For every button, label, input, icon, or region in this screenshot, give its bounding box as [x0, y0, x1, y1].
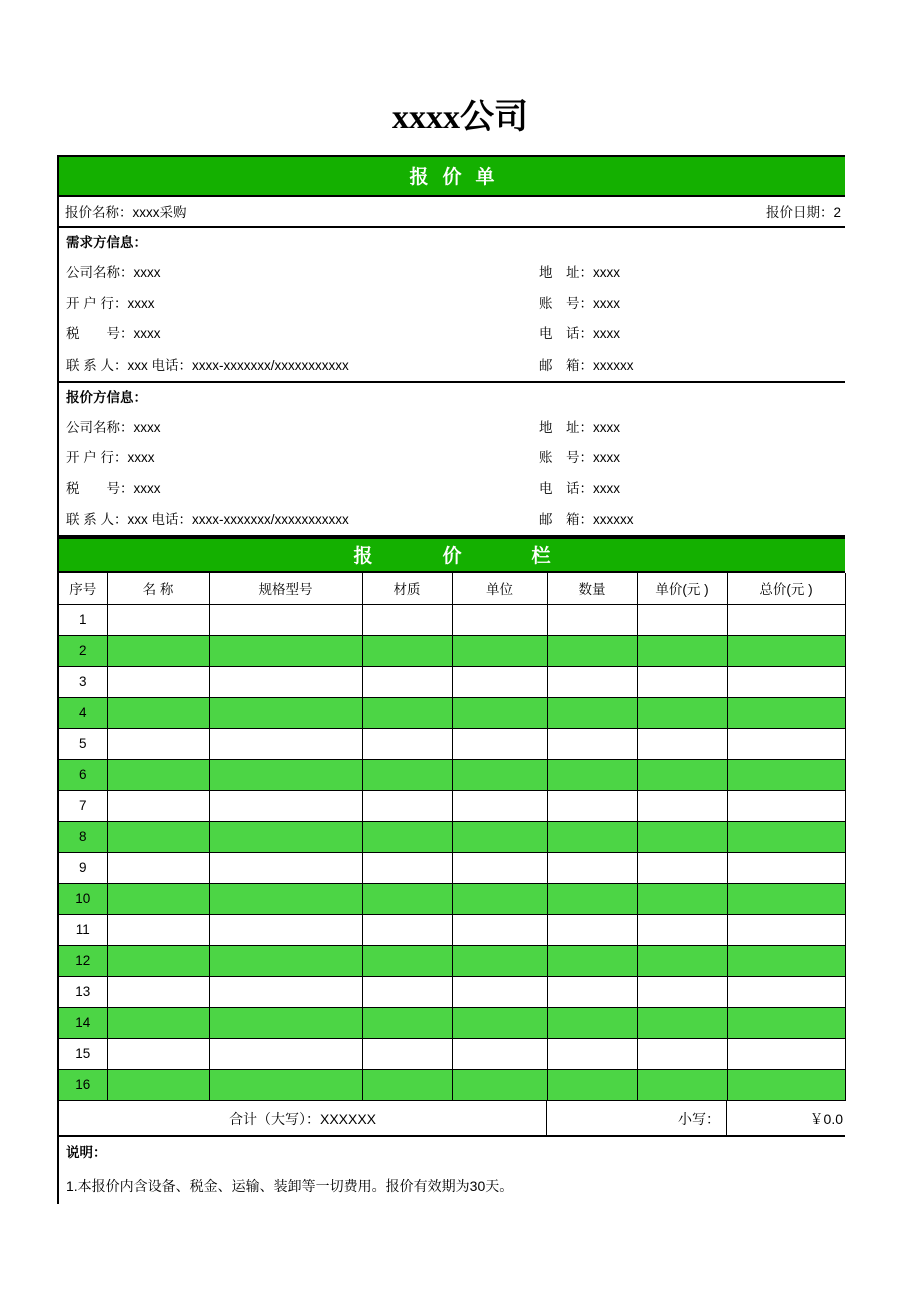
quote-meta-row: [59, 197, 845, 228]
cell-name[interactable]: [107, 635, 209, 666]
table-row: [59, 666, 845, 697]
column-header-unit-price: 单价(元 ): [637, 573, 727, 604]
table-row: [59, 945, 845, 976]
cell-name[interactable]: [107, 852, 209, 883]
cell-material[interactable]: [362, 883, 452, 914]
cell-total[interactable]: [727, 883, 845, 914]
table-row: [59, 697, 845, 728]
cell-total[interactable]: [727, 914, 845, 945]
table-row: [59, 728, 845, 759]
cell-spec[interactable]: [209, 728, 362, 759]
buyer-contact-person: 联 系 人：xxx 电话：xxxx-xxxxxxx/xxxxxxxxxxx: [66, 357, 349, 373]
buyer-email: 邮 箱：xxxxxx: [539, 357, 634, 373]
cell-index: 4: [59, 697, 107, 728]
cell-spec[interactable]: [209, 852, 362, 883]
cell-material[interactable]: [362, 821, 452, 852]
cell-name[interactable]: [107, 914, 209, 945]
cell-spec[interactable]: [209, 790, 362, 821]
cell-unit-price[interactable]: [637, 883, 727, 914]
buyer-tax-number: 税 号：xxxx: [66, 326, 161, 341]
cell-total[interactable]: [727, 604, 845, 635]
supplier-info-block: [59, 383, 845, 538]
cell-total[interactable]: [727, 1007, 845, 1038]
cell-index: 3: [59, 666, 107, 697]
cell-total[interactable]: [727, 759, 845, 790]
cell-unit-price[interactable]: [637, 945, 727, 976]
cell-unit-price[interactable]: [637, 790, 727, 821]
column-header-unit: 单位: [452, 573, 547, 604]
total-in-figures-label: 小写：: [547, 1101, 727, 1135]
table-row: [59, 976, 845, 1007]
cell-unit[interactable]: [452, 852, 547, 883]
cell-total[interactable]: [727, 1069, 845, 1100]
supplier-company-name: 公司名称：xxxx: [66, 419, 161, 435]
column-header-index: 序号: [59, 573, 107, 604]
cell-name[interactable]: [107, 945, 209, 976]
cell-spec[interactable]: [209, 821, 362, 852]
cell-total[interactable]: [727, 666, 845, 697]
cell-total[interactable]: [727, 976, 845, 1007]
supplier-phone: 电 话：xxxx: [539, 480, 620, 496]
cell-unit-price[interactable]: [637, 852, 727, 883]
cell-material[interactable]: [362, 852, 452, 883]
supplier-bank-line: [59, 443, 845, 474]
cell-quantity[interactable]: [547, 604, 637, 635]
supplier-bank-name: 开 户 行：xxxx: [66, 450, 155, 465]
table-row: [59, 1069, 845, 1100]
cell-unit-price[interactable]: [637, 759, 727, 790]
cell-index: 12: [59, 945, 107, 976]
buyer-company-name: 公司名称：xxxx: [66, 265, 161, 280]
cell-unit[interactable]: [452, 666, 547, 697]
cell-quantity[interactable]: [547, 883, 637, 914]
table-row: [59, 852, 845, 883]
cell-index: 9: [59, 852, 107, 883]
company-title: xxxx公司: [392, 99, 528, 136]
cell-unit[interactable]: [452, 914, 547, 945]
cell-unit[interactable]: [452, 790, 547, 821]
buyer-phone: 电 话：xxxx: [539, 326, 620, 341]
cell-spec[interactable]: [209, 914, 362, 945]
cell-unit-price[interactable]: [637, 821, 727, 852]
cell-material[interactable]: [362, 1038, 452, 1069]
cell-spec[interactable]: [209, 976, 362, 1007]
cell-name[interactable]: [107, 821, 209, 852]
cell-quantity[interactable]: [547, 852, 637, 883]
cell-spec[interactable]: [209, 945, 362, 976]
cell-name[interactable]: [107, 666, 209, 697]
cell-total[interactable]: [727, 728, 845, 759]
total-in-words: 合计（大写）：XXXXXX: [59, 1101, 547, 1135]
cell-unit-price[interactable]: [637, 604, 727, 635]
cell-quantity[interactable]: [547, 914, 637, 945]
cell-total[interactable]: [727, 945, 845, 976]
quotation-banner: 报价单: [59, 155, 845, 197]
cell-name[interactable]: [107, 697, 209, 728]
supplier-address: 地 址：xxxx: [539, 419, 620, 435]
cell-name[interactable]: [107, 790, 209, 821]
column-header-quantity: 数量: [547, 573, 637, 604]
cell-spec[interactable]: [209, 697, 362, 728]
cell-material[interactable]: [362, 604, 452, 635]
table-row: [59, 790, 845, 821]
cell-quantity[interactable]: [547, 1069, 637, 1100]
cell-index: 14: [59, 1007, 107, 1038]
cell-name[interactable]: [107, 728, 209, 759]
cell-unit[interactable]: [452, 945, 547, 976]
cell-quantity[interactable]: [547, 697, 637, 728]
cell-unit[interactable]: [452, 604, 547, 635]
items-table: [59, 573, 846, 1101]
cell-unit-price[interactable]: [637, 666, 727, 697]
cell-name[interactable]: [107, 976, 209, 1007]
quote-date-text: 报价日期：2: [765, 205, 841, 220]
cell-material[interactable]: [362, 728, 452, 759]
cell-quantity[interactable]: [547, 666, 637, 697]
cell-unit-price[interactable]: [637, 976, 727, 1007]
cell-total[interactable]: [727, 635, 845, 666]
cell-unit[interactable]: [452, 976, 547, 1007]
cell-material[interactable]: [362, 945, 452, 976]
quotation-sheet: [57, 155, 845, 1204]
cell-spec[interactable]: [209, 759, 362, 790]
cell-index: 7: [59, 790, 107, 821]
quote-name-text: 报价名称：xxxx采购: [65, 205, 187, 220]
cell-unit[interactable]: [452, 1069, 547, 1100]
cell-unit[interactable]: [452, 883, 547, 914]
cell-spec[interactable]: [209, 635, 362, 666]
cell-name[interactable]: [107, 1007, 209, 1038]
cell-unit-price[interactable]: [637, 728, 727, 759]
cell-index: 16: [59, 1069, 107, 1100]
cell-material[interactable]: [362, 1069, 452, 1100]
cell-unit[interactable]: [452, 1007, 547, 1038]
cell-total[interactable]: [727, 821, 845, 852]
buyer-address: 地 址：xxxx: [539, 265, 620, 280]
cell-material[interactable]: [362, 976, 452, 1007]
cell-name[interactable]: [107, 1069, 209, 1100]
cell-name[interactable]: [107, 1038, 209, 1069]
column-header-material: 材质: [362, 573, 452, 604]
table-row: [59, 759, 845, 790]
table-row: [59, 883, 845, 914]
supplier-section-title: 报价方信息：: [66, 389, 147, 405]
supplier-contact-person: 联 系 人：xxx 电话：xxxx-xxxxxxx/xxxxxxxxxxx: [66, 512, 349, 527]
cell-material[interactable]: [362, 697, 452, 728]
cell-quantity[interactable]: [547, 728, 637, 759]
cell-quantity[interactable]: [547, 1038, 637, 1069]
cell-unit[interactable]: [452, 821, 547, 852]
cell-quantity[interactable]: [547, 1007, 637, 1038]
column-header-total: 总价(元 ): [727, 573, 845, 604]
buyer-account-number: 账 号：xxxx: [539, 295, 620, 311]
buyer-section-title: 需求方信息：: [66, 235, 147, 250]
cell-unit-price[interactable]: [637, 914, 727, 945]
cell-index: 15: [59, 1038, 107, 1069]
cell-index: 2: [59, 635, 107, 666]
cell-index: 11: [59, 914, 107, 945]
cell-material[interactable]: [362, 666, 452, 697]
cell-material[interactable]: [362, 635, 452, 666]
column-header-name: 名 称: [107, 573, 209, 604]
supplier-tax-number: 税 号：xxxx: [66, 480, 161, 496]
items-table-header-row: [59, 573, 845, 604]
cell-name[interactable]: [107, 759, 209, 790]
notes-title: 说明：: [66, 1144, 107, 1160]
cell-spec[interactable]: [209, 666, 362, 697]
cell-unit-price[interactable]: [637, 1038, 727, 1069]
note-item-1: 1.本报价内含设备、税金、运输、装卸等一切费用。报价有效期为30天。: [66, 1177, 514, 1194]
cell-unit[interactable]: [452, 1038, 547, 1069]
cell-material[interactable]: [362, 759, 452, 790]
cell-quantity[interactable]: [547, 945, 637, 976]
buyer-bank-name: 开 户 行：xxxx: [66, 295, 155, 311]
cell-spec[interactable]: [209, 1038, 362, 1069]
cell-quantity[interactable]: [547, 821, 637, 852]
cell-unit[interactable]: [452, 728, 547, 759]
cell-quantity[interactable]: [547, 976, 637, 1007]
cell-quantity[interactable]: [547, 790, 637, 821]
table-row: [59, 604, 845, 635]
cell-material[interactable]: [362, 914, 452, 945]
cell-total[interactable]: [727, 697, 845, 728]
buyer-info-block: [59, 228, 845, 383]
cell-material[interactable]: [362, 790, 452, 821]
supplier-contact-line: [59, 504, 845, 535]
table-row: [59, 821, 845, 852]
items-banner: 报价栏: [59, 537, 845, 573]
cell-unit[interactable]: [452, 697, 547, 728]
cell-index: 1: [59, 604, 107, 635]
buyer-tax-line: [59, 319, 845, 350]
column-header-spec: 规格型号: [209, 573, 362, 604]
cell-name[interactable]: [107, 883, 209, 914]
table-row: [59, 914, 845, 945]
cell-total[interactable]: [727, 790, 845, 821]
cell-unit[interactable]: [452, 635, 547, 666]
supplier-account-number: 账 号：xxxx: [539, 450, 620, 465]
table-row: [59, 635, 845, 666]
cell-quantity[interactable]: [547, 635, 637, 666]
total-amount-value: ￥0.0: [809, 1110, 843, 1127]
cell-name[interactable]: [107, 604, 209, 635]
cell-material[interactable]: [362, 1007, 452, 1038]
cell-total[interactable]: [727, 852, 845, 883]
cell-unit-price[interactable]: [637, 1069, 727, 1100]
cell-unit-price[interactable]: [637, 1007, 727, 1038]
notes-section: [59, 1137, 845, 1204]
cell-index: 8: [59, 821, 107, 852]
cell-index: 13: [59, 976, 107, 1007]
cell-index: 5: [59, 728, 107, 759]
supplier-email: 邮 箱：xxxxxx: [539, 512, 634, 527]
cell-spec[interactable]: [209, 1069, 362, 1100]
cell-unit[interactable]: [452, 759, 547, 790]
cell-unit-price[interactable]: [637, 697, 727, 728]
table-row: [59, 1038, 845, 1069]
supplier-tax-line: [59, 474, 845, 505]
totals-row: [59, 1101, 845, 1137]
cell-index: 6: [59, 759, 107, 790]
cell-spec[interactable]: [209, 883, 362, 914]
table-row: [59, 1007, 845, 1038]
cell-spec[interactable]: [209, 1007, 362, 1038]
buyer-contact-line: [59, 350, 845, 381]
cell-total[interactable]: [727, 1038, 845, 1069]
cell-spec[interactable]: [209, 604, 362, 635]
cell-quantity[interactable]: [547, 759, 637, 790]
cell-index: 10: [59, 883, 107, 914]
supplier-company-line: [59, 413, 845, 444]
buyer-company-line: [59, 258, 845, 289]
buyer-bank-line: [59, 289, 845, 320]
cell-unit-price[interactable]: [637, 635, 727, 666]
